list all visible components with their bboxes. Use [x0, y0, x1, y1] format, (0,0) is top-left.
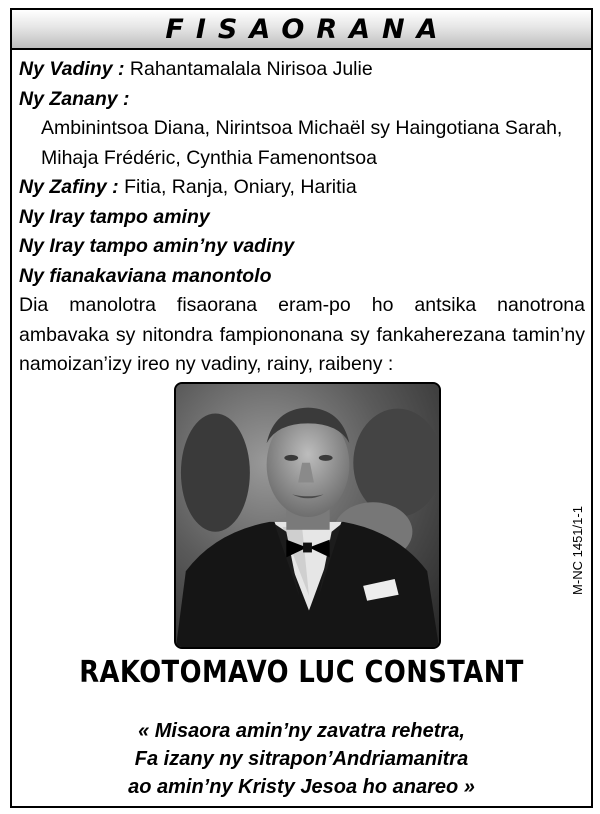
thanks-message: Dia manolotra fisaorana eram-po ho antsika nanotrona ambavaka sy nitondra fampiononana sy fankaherezana tamin’ny namoizan’izy ireo ny vadiny, rainy, raibeny : [19, 294, 585, 375]
deceased-name: RAKOTOMAVO LUC CONSTANT [79, 655, 524, 690]
iray-tampo-line: Ny Iray tampo aminy [19, 205, 210, 228]
iray-tampo-vadiny-line: Ny Iray tampo amin’ny vadiny [19, 235, 295, 257]
zanany-names-2: Mihaja Frédéric, Cynthia Famenontsoa [41, 146, 377, 169]
fianakaviana-line: Ny fianakaviana manontolo [19, 264, 272, 287]
header-title: FISAORANA [165, 13, 450, 45]
header-bar [12, 10, 591, 50]
quote-line-2: Fa izany ny sitrapon’Andriamanitra [134, 748, 469, 770]
vadiny-label: Ny Vadiny : [19, 58, 125, 80]
zafiny-value: Fitia, Ranja, Oniary, Haritia [124, 176, 357, 198]
quote-line-3: ao amin’ny Kristy Jesoa ho anareo » [128, 776, 475, 798]
memorial-quote [12, 717, 591, 801]
portrait-photo [174, 382, 441, 649]
quote-line-1: « Misaora amin’ny zavatra rehetra, [138, 720, 465, 742]
zafiny-line [19, 173, 585, 203]
announcement-card [10, 8, 593, 808]
zanany-names-1: Ambinintsoa Diana, Nirintsoa Michaël sy Haingotiana Sarah, [41, 117, 563, 139]
vadiny-line [19, 55, 585, 85]
reference-code: M-NC 1451/1-1 [569, 505, 585, 595]
zafiny-label: Ny Zafiny : [19, 176, 119, 198]
zanany-line [19, 85, 585, 115]
portrait-image [176, 384, 439, 647]
announcement-body [12, 50, 591, 380]
zanany-label: Ny Zanany : [19, 87, 130, 110]
vadiny-value: Rahantamalala Nirisoa Julie [129, 58, 373, 80]
